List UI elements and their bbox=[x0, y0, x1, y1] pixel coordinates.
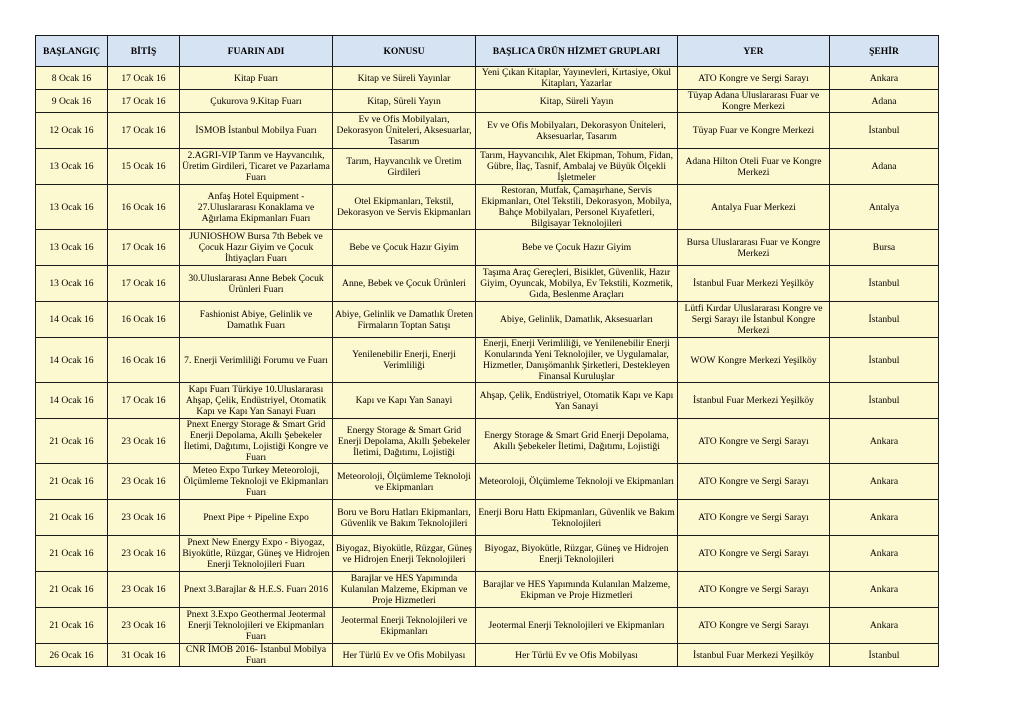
cell-venue: Bursa Uluslararası Fuar ve Kongre Merkezi bbox=[678, 230, 830, 266]
cell-subject: Abiye, Gelinlik ve Damatlık Üreten Firmaların Toptan Satışı bbox=[333, 302, 476, 338]
cell-start-date: 21 Ocak 16 bbox=[36, 608, 108, 644]
cell-subject: Anne, Bebek ve Çocuk Ürünleri bbox=[333, 266, 476, 302]
cell-start-date: 13 Ocak 16 bbox=[36, 185, 108, 230]
table-row bbox=[36, 572, 939, 608]
table-row bbox=[36, 500, 939, 536]
cell-product-groups: Abiye, Gelinlik, Damatlık, Aksesuarları bbox=[476, 302, 678, 338]
cell-fair-name: JUNIOSHOW Bursa 7th Bebek ve Çocuk Hazır Giyim ve Çocuk İhtiyaçları Fuarı bbox=[180, 230, 333, 266]
cell-venue: Lütfi Kırdar Uluslararası Kongre ve Sergi Sarayı ile İstanbul Kongre Merkezi bbox=[678, 302, 830, 338]
cell-city: Ankara bbox=[830, 536, 939, 572]
cell-end-date: 15 Ocak 16 bbox=[108, 149, 180, 185]
cell-fair-name: 7. Enerji Verimliliği Forumu ve Fuarı bbox=[180, 338, 333, 383]
table-row bbox=[36, 644, 939, 667]
table-row bbox=[36, 608, 939, 644]
cell-subject: Tarım, Hayvancılık ve Üretim Girdileri bbox=[333, 149, 476, 185]
cell-start-date: 13 Ocak 16 bbox=[36, 149, 108, 185]
table-header bbox=[36, 36, 939, 67]
table-row bbox=[36, 266, 939, 302]
cell-start-date: 8 Ocak 16 bbox=[36, 67, 108, 90]
cell-start-date: 9 Ocak 16 bbox=[36, 90, 108, 113]
table-row bbox=[36, 464, 939, 500]
cell-subject: Bebe ve Çocuk Hazır Giyim bbox=[333, 230, 476, 266]
cell-city: Adana bbox=[830, 149, 939, 185]
cell-fair-name: Meteo Expo Turkey Meteoroloji, Ölçümleme Teknoloji ve Ekipmanları Fuarı bbox=[180, 464, 333, 500]
cell-fair-name: 30.Uluslararası Anne Bebek Çocuk Ürünleri Fuarı bbox=[180, 266, 333, 302]
cell-end-date: 23 Ocak 16 bbox=[108, 536, 180, 572]
cell-fair-name: Pnext 3.Expo Geothermal Jeotermal Enerji Teknolojileri ve Ekipmanları Fuarı bbox=[180, 608, 333, 644]
cell-product-groups: Enerji Boru Hattı Ekipmanları, Güvenlik ve Bakım Teknolojileri bbox=[476, 500, 678, 536]
cell-city: Ankara bbox=[830, 572, 939, 608]
cell-product-groups: Her Türlü Ev ve Ofis Mobilyası bbox=[476, 644, 678, 667]
cell-subject: Barajlar ve HES Yapımında Kulanılan Malzeme, Ekipman ve Proje Hizmetleri bbox=[333, 572, 476, 608]
cell-end-date: 23 Ocak 16 bbox=[108, 419, 180, 464]
cell-venue: Tüyap Adana Uluslararası Fuar ve Kongre Merkezi bbox=[678, 90, 830, 113]
cell-start-date: 14 Ocak 16 bbox=[36, 383, 108, 419]
table-row bbox=[36, 185, 939, 230]
cell-venue: ATO Kongre ve Sergi Sarayı bbox=[678, 464, 830, 500]
cell-start-date: 21 Ocak 16 bbox=[36, 419, 108, 464]
cell-fair-name: Kapı Fuarı Türkiye 10.Uluslararası Ahşap, Çelik, Endüstriyel, Otomatik Kapı ve Kapı Yan Sanayi Fuarı bbox=[180, 383, 333, 419]
cell-subject: Her Türlü Ev ve Ofis Mobilyası bbox=[333, 644, 476, 667]
cell-fair-name: Çukurova 9.Kitap Fuarı bbox=[180, 90, 333, 113]
header-row bbox=[36, 36, 939, 67]
table-row bbox=[36, 149, 939, 185]
cell-city: İstanbul bbox=[830, 266, 939, 302]
cell-start-date: 21 Ocak 16 bbox=[36, 572, 108, 608]
cell-end-date: 16 Ocak 16 bbox=[108, 338, 180, 383]
cell-venue: ATO Kongre ve Sergi Sarayı bbox=[678, 608, 830, 644]
cell-product-groups: Ahşap, Çelik, Endüstriyel, Otomatik Kapı ve Kapı Yan Sanayi bbox=[476, 383, 678, 419]
cell-product-groups: Kitap, Süreli Yayın bbox=[476, 90, 678, 113]
cell-city: İstanbul bbox=[830, 383, 939, 419]
cell-city: İstanbul bbox=[830, 302, 939, 338]
cell-subject: Energy Storage & Smart Grid Enerji Depolama, Akıllı Şebekeler İletimi, Dağıtımı, Lojistiği bbox=[333, 419, 476, 464]
cell-city: Ankara bbox=[830, 67, 939, 90]
cell-start-date: 21 Ocak 16 bbox=[36, 536, 108, 572]
cell-start-date: 21 Ocak 16 bbox=[36, 500, 108, 536]
cell-city: Bursa bbox=[830, 230, 939, 266]
cell-end-date: 17 Ocak 16 bbox=[108, 230, 180, 266]
fair-schedule-table bbox=[35, 35, 939, 667]
cell-fair-name: Pnext 3.Barajlar & H.E.S. Fuarı 2016 bbox=[180, 572, 333, 608]
cell-fair-name: Fashionist Abiye, Gelinlik ve Damatlık Fuarı bbox=[180, 302, 333, 338]
header-venue: YER bbox=[678, 36, 830, 67]
cell-end-date: 17 Ocak 16 bbox=[108, 383, 180, 419]
cell-city: Ankara bbox=[830, 464, 939, 500]
table-row bbox=[36, 302, 939, 338]
table-row bbox=[36, 90, 939, 113]
cell-venue: WOW Kongre Merkezi Yeşilköy bbox=[678, 338, 830, 383]
cell-venue: ATO Kongre ve Sergi Sarayı bbox=[678, 572, 830, 608]
cell-end-date: 17 Ocak 16 bbox=[108, 266, 180, 302]
cell-product-groups: Meteoroloji, Ölçümleme Teknoloji ve Ekipmanları bbox=[476, 464, 678, 500]
cell-start-date: 14 Ocak 16 bbox=[36, 302, 108, 338]
cell-product-groups: Energy Storage & Smart Grid Enerji Depolama, Akıllı Şebekeler İletimi, Dağıtımı, Lojistiği bbox=[476, 419, 678, 464]
cell-end-date: 23 Ocak 16 bbox=[108, 500, 180, 536]
cell-venue: İstanbul Fuar Merkezi Yeşilköy bbox=[678, 266, 830, 302]
header-start-date: BAŞLANGIÇ bbox=[36, 36, 108, 67]
table-body bbox=[36, 67, 939, 667]
cell-subject: Kitap, Süreli Yayın bbox=[333, 90, 476, 113]
cell-product-groups: Restoran, Mutfak, Çamaşırhane, Servis Ekipmanları, Otel Tekstili, Dekorasyon, Mobilya, Bahçe Mobilyaları, Personel Kıyafetleri, Bilgisayar Teknolojileri bbox=[476, 185, 678, 230]
cell-fair-name: Pnext New Energy Expo - Biyogaz, Biyokütle, Rüzgar, Güneş ve Hidrojen Enerji Teknolojileri Fuarı bbox=[180, 536, 333, 572]
cell-product-groups: Biyogaz, Biyokütle, Rüzgar, Güneş ve Hidrojen Enerji Teknolojileri bbox=[476, 536, 678, 572]
cell-end-date: 23 Ocak 16 bbox=[108, 608, 180, 644]
cell-fair-name: İSMOB İstanbul Mobilya Fuarı bbox=[180, 113, 333, 149]
cell-venue: Antalya Fuar Merkezi bbox=[678, 185, 830, 230]
cell-city: İstanbul bbox=[830, 338, 939, 383]
cell-end-date: 17 Ocak 16 bbox=[108, 113, 180, 149]
cell-city: Antalya bbox=[830, 185, 939, 230]
cell-venue: ATO Kongre ve Sergi Sarayı bbox=[678, 67, 830, 90]
cell-fair-name: CNR İMOB 2016- İstanbul Mobilya Fuarı bbox=[180, 644, 333, 667]
cell-venue: İstanbul Fuar Merkezi Yeşilköy bbox=[678, 383, 830, 419]
cell-fair-name: Anfaş Hotel Equipment - 27.Uluslararası Konaklama ve Ağırlama Ekipmanları Fuarı bbox=[180, 185, 333, 230]
cell-start-date: 13 Ocak 16 bbox=[36, 266, 108, 302]
header-product-groups: BAŞLICA ÜRÜN HİZMET GRUPLARI bbox=[476, 36, 678, 67]
cell-subject: Jeotermal Enerji Teknolojileri ve Ekipmanları bbox=[333, 608, 476, 644]
cell-city: İstanbul bbox=[830, 644, 939, 667]
table-row bbox=[36, 230, 939, 266]
cell-start-date: 26 Ocak 16 bbox=[36, 644, 108, 667]
cell-product-groups: Barajlar ve HES Yapımında Kulanılan Malzeme, Ekipman ve Proje Hizmetleri bbox=[476, 572, 678, 608]
cell-venue: ATO Kongre ve Sergi Sarayı bbox=[678, 419, 830, 464]
cell-start-date: 12 Ocak 16 bbox=[36, 113, 108, 149]
cell-product-groups: Enerji, Enerji Verimliliği, ve Yenilenebilir Enerji Konularında Yeni Teknolojiler, ve Uygulamalar, Hizmetler, Danışömanlık Şirketleri, Destekleyen Finansal Kuruluşlar bbox=[476, 338, 678, 383]
header-fair-name: FUARIN ADI bbox=[180, 36, 333, 67]
cell-product-groups: Yeni Çıkan Kitaplar, Yayınevleri, Kırtasiye, Okul Kitapları, Yazarlar bbox=[476, 67, 678, 90]
cell-venue: ATO Kongre ve Sergi Sarayı bbox=[678, 536, 830, 572]
cell-product-groups: Ev ve Ofis Mobilyaları, Dekorasyon Üniteleri, Aksesuarlar, Tasarım bbox=[476, 113, 678, 149]
cell-fair-name: 2.AGRI-VIP Tarım ve Hayvancılık, Üretim Girdileri, Ticaret ve Pazarlama Fuarı bbox=[180, 149, 333, 185]
cell-end-date: 23 Ocak 16 bbox=[108, 572, 180, 608]
cell-city: İstanbul bbox=[830, 113, 939, 149]
header-subject: KONUSU bbox=[333, 36, 476, 67]
cell-subject: Yenilenebilir Enerji, Enerji Verimliliği bbox=[333, 338, 476, 383]
table-row bbox=[36, 67, 939, 90]
cell-end-date: 16 Ocak 16 bbox=[108, 185, 180, 230]
cell-end-date: 31 Ocak 16 bbox=[108, 644, 180, 667]
cell-subject: Meteoroloji, Ölçümleme Teknoloji ve Ekipmanları bbox=[333, 464, 476, 500]
table-row bbox=[36, 419, 939, 464]
table-row bbox=[36, 338, 939, 383]
cell-subject: Biyogaz, Biyokütle, Rüzgar, Güneş ve Hidrojen Enerji Teknolojileri bbox=[333, 536, 476, 572]
cell-subject: Boru ve Boru Hatları Ekipmanları, Güvenlik ve Bakım Teknolojileri bbox=[333, 500, 476, 536]
cell-subject: Kitap ve Süreli Yayınlar bbox=[333, 67, 476, 90]
cell-end-date: 16 Ocak 16 bbox=[108, 302, 180, 338]
cell-product-groups: Jeotermal Enerji Teknolojileri ve Ekipmanları bbox=[476, 608, 678, 644]
cell-product-groups: Tarım, Hayvancılık, Alet Ekipman, Tohum, Fidan, Gübre, İlaç, Tasnif, Ambalaj ve Büyük Ölçekli İşletmeler bbox=[476, 149, 678, 185]
cell-product-groups: Taşıma Araç Gereçleri, Bisiklet, Güvenlik, Hazır Giyim, Oyuncak, Mobilya, Ev Tekstili, Kozmetik, Gıda, Beslenme Araçları bbox=[476, 266, 678, 302]
header-end-date: BİTİŞ bbox=[108, 36, 180, 67]
cell-start-date: 14 Ocak 16 bbox=[36, 338, 108, 383]
cell-city: Ankara bbox=[830, 419, 939, 464]
cell-end-date: 23 Ocak 16 bbox=[108, 464, 180, 500]
cell-venue: İstanbul Fuar Merkezi Yeşilköy bbox=[678, 644, 830, 667]
cell-subject: Ev ve Ofis Mobilyaları, Dekorasyon Üniteleri, Aksesuarlar, Tasarım bbox=[333, 113, 476, 149]
cell-start-date: 21 Ocak 16 bbox=[36, 464, 108, 500]
table-row bbox=[36, 383, 939, 419]
cell-venue: Adana Hilton Oteli Fuar ve Kongre Merkezi bbox=[678, 149, 830, 185]
cell-city: Ankara bbox=[830, 608, 939, 644]
cell-subject: Kapı ve Kapı Yan Sanayi bbox=[333, 383, 476, 419]
cell-city: Adana bbox=[830, 90, 939, 113]
cell-venue: ATO Kongre ve Sergi Sarayı bbox=[678, 500, 830, 536]
cell-end-date: 17 Ocak 16 bbox=[108, 90, 180, 113]
cell-venue: Tüyap Fuar ve Kongre Merkezi bbox=[678, 113, 830, 149]
cell-end-date: 17 Ocak 16 bbox=[108, 67, 180, 90]
header-city: ŞEHİR bbox=[830, 36, 939, 67]
cell-subject: Otel Ekipmanları, Tekstil, Dekorasyon ve Servis Ekipmanları bbox=[333, 185, 476, 230]
table-row bbox=[36, 536, 939, 572]
cell-fair-name: Pnext Pipe + Pipeline Expo bbox=[180, 500, 333, 536]
table-row bbox=[36, 113, 939, 149]
cell-fair-name: Pnext Energy Storage & Smart Grid Enerji Depolama, Akıllı Şebekeler İletimi, Dağıtımı, Lojistiği Kongre ve Fuarı bbox=[180, 419, 333, 464]
cell-fair-name: Kitap Fuarı bbox=[180, 67, 333, 90]
cell-product-groups: Bebe ve Çocuk Hazır Giyim bbox=[476, 230, 678, 266]
cell-start-date: 13 Ocak 16 bbox=[36, 230, 108, 266]
cell-city: Ankara bbox=[830, 500, 939, 536]
